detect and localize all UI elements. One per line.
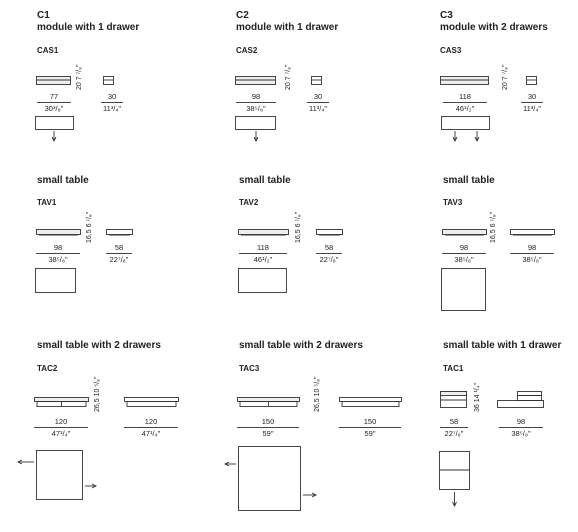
plan-view-drawing xyxy=(35,116,75,144)
section-title: small table with 2 drawers xyxy=(37,340,161,351)
plan-view-drawing xyxy=(238,268,288,294)
height-dimension: 26,5 10 ⁵/₈" xyxy=(314,376,321,412)
width-dimension: 120 47¹/₄" xyxy=(34,417,88,438)
front-view-drawing xyxy=(34,397,90,409)
front-view-drawing xyxy=(440,391,468,409)
plan-view-drawing xyxy=(35,268,77,294)
front-view-drawing xyxy=(36,76,72,86)
plan-view-drawing xyxy=(235,116,279,144)
side-view-drawing xyxy=(339,397,403,409)
width-dimension: 118 46¹/₂" xyxy=(443,92,487,113)
model-code: TAC3 xyxy=(239,364,260,373)
width-dimension: 98 38⁵/₈" xyxy=(36,243,80,264)
height-dimension: 26,5 10 ⁵/₈" xyxy=(94,376,101,412)
plan-view-drawing xyxy=(441,116,491,144)
depth-dimension: 30 11³/₄" xyxy=(102,92,122,113)
column-code: C3 xyxy=(440,10,453,21)
section-title: small table xyxy=(239,175,291,186)
section-title: small table xyxy=(37,175,89,186)
width-dimension: 118 46¹/₂" xyxy=(239,243,287,264)
front-view-drawing xyxy=(235,76,277,86)
plan-view-drawing xyxy=(439,451,473,513)
column-code: C2 xyxy=(236,10,249,21)
section-title: small table with 1 drawer xyxy=(443,340,562,351)
side-view-drawing xyxy=(311,76,323,86)
front-view-drawing xyxy=(440,76,490,86)
height-dimension: 16,5 6 ⁷/₈" xyxy=(86,211,93,243)
model-code: TAV3 xyxy=(443,198,463,207)
depth-dimension: 30 11³/₄" xyxy=(522,92,542,113)
side-view-drawing xyxy=(316,229,344,237)
section-title: small table with 2 drawers xyxy=(239,340,363,351)
depth-dimension: 150 59" xyxy=(339,417,401,438)
height-dimension: 36 14 ¹/₄" xyxy=(474,382,481,412)
side-view-drawing xyxy=(106,229,134,237)
model-code: CAS2 xyxy=(236,46,258,55)
depth-dimension: 58 22⁷/₈" xyxy=(106,243,132,264)
front-view-drawing xyxy=(442,229,488,237)
front-view-drawing xyxy=(237,397,301,409)
width-dimension: 98 38⁵/₈" xyxy=(236,92,276,113)
model-code: TAV2 xyxy=(239,198,259,207)
model-code: TAV1 xyxy=(37,198,57,207)
section-title: small table xyxy=(443,175,495,186)
width-dimension: 150 59" xyxy=(237,417,299,438)
height-dimension: 20 7 ⁷/₈" xyxy=(285,64,292,90)
side-view-drawing xyxy=(526,76,538,86)
side-view-drawing xyxy=(497,391,545,409)
column-code: C1 xyxy=(37,10,50,21)
width-dimension: 58 22⁷/₈" xyxy=(440,417,468,438)
depth-dimension: 98 38⁵/₈" xyxy=(510,243,554,264)
height-dimension: 16,5 6 ⁷/₈" xyxy=(295,211,302,243)
model-code: TAC2 xyxy=(37,364,58,373)
column-title: module with 1 drawer xyxy=(37,22,140,33)
front-view-drawing xyxy=(238,229,290,237)
height-dimension: 20 7 ⁷/₈" xyxy=(502,64,509,90)
model-code: CAS3 xyxy=(440,46,462,55)
model-code: CAS1 xyxy=(37,46,59,55)
plan-view-drawing xyxy=(224,446,320,516)
column-title: module with 1 drawer xyxy=(236,22,339,33)
side-view-drawing xyxy=(124,397,180,409)
side-view-drawing xyxy=(103,76,115,86)
width-dimension: 77 30³/₈" xyxy=(37,92,71,113)
depth-dimension: 58 22⁷/₈" xyxy=(316,243,342,264)
side-view-drawing xyxy=(510,229,556,237)
depth-dimension: 120 47¹/₄" xyxy=(124,417,178,438)
height-dimension: 20 7 ⁷/₈" xyxy=(76,64,83,90)
depth-dimension: 98 38⁵/₈" xyxy=(499,417,543,438)
width-dimension: 98 38⁵/₈" xyxy=(442,243,486,264)
front-view-drawing xyxy=(36,229,82,237)
depth-dimension: 30 11³/₄" xyxy=(308,92,328,113)
plan-view-drawing xyxy=(441,268,487,312)
height-dimension: 16,5 6 ⁷/₈" xyxy=(490,211,497,243)
column-title: module with 2 drawers xyxy=(440,22,548,33)
plan-view-drawing xyxy=(16,450,98,504)
model-code: TAC1 xyxy=(443,364,464,373)
